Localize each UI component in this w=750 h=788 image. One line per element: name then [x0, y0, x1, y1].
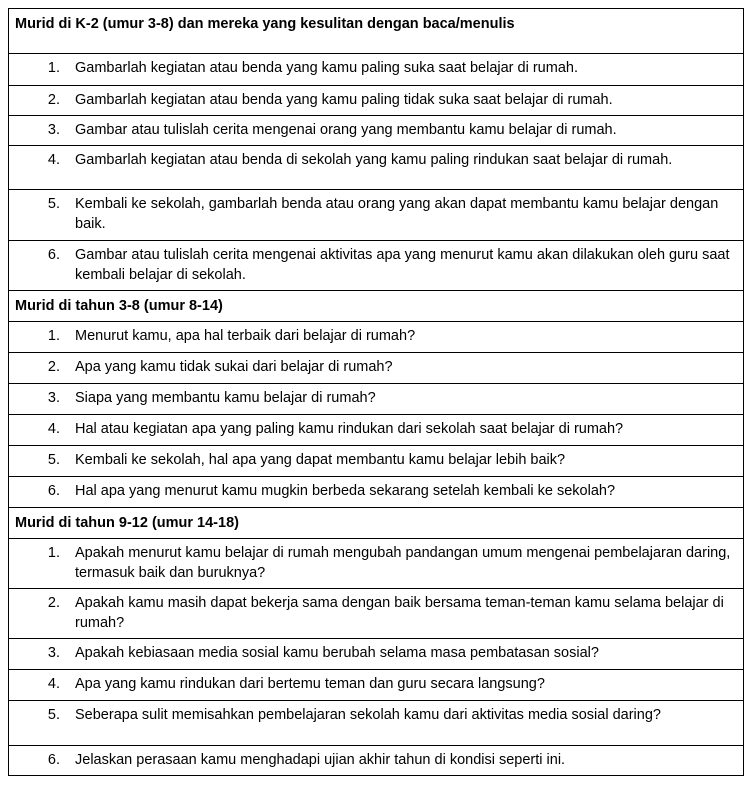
- item-text: Siapa yang membantu kamu belajar di rumah?: [75, 390, 376, 406]
- item-number: 5.: [47, 196, 60, 212]
- table-row: [9, 85, 743, 115]
- item-number: 1.: [47, 328, 60, 344]
- table-row: [9, 145, 743, 189]
- table-row: [9, 638, 743, 669]
- item-text: Apakah kamu masih dapat bekerja sama dengan baik bersama teman-teman kamu selama belajar di rumah?: [75, 595, 724, 631]
- item-text: Apa yang kamu tidak sukai dari belajar di rumah?: [75, 359, 393, 375]
- section-title: Murid di K-2 (umur 3-8) dan mereka yang kesulitan dengan baca/menulis: [15, 16, 515, 32]
- item-number: 5.: [47, 452, 60, 468]
- item-text: Gambarlah kegiatan atau benda di sekolah yang kamu paling rindukan saat belajar di rumah.: [75, 152, 673, 168]
- item-text: Gambarlah kegiatan atau benda yang kamu paling suka saat belajar di rumah.: [75, 60, 578, 76]
- item-number: 6.: [47, 483, 60, 499]
- item-text: Apakah kebiasaan media sosial kamu berubah selama masa pembatasan sosial?: [75, 645, 599, 661]
- item-number: 1.: [47, 545, 60, 561]
- item-number: 6.: [47, 247, 60, 263]
- table-row: [9, 115, 743, 145]
- item-number: 2.: [47, 359, 60, 375]
- item-text: Gambar atau tulislah cerita mengenai orang yang membantu kamu belajar di rumah.: [75, 122, 617, 138]
- item-number: 4.: [47, 152, 60, 168]
- item-number: 3.: [47, 645, 60, 661]
- item-number: 2.: [47, 92, 60, 108]
- table-row: [9, 383, 743, 414]
- table-row: [9, 445, 743, 476]
- section-header: [9, 9, 743, 53]
- section-header: [9, 290, 743, 321]
- item-text: Apakah menurut kamu belajar di rumah mengubah pandangan umum mengenai pembelajaran daring, termasuk baik dan buruknya?: [75, 545, 731, 581]
- section-title: Murid di tahun 3-8 (umur 8-14): [15, 298, 223, 314]
- section-header: [9, 507, 743, 538]
- table-row: [9, 414, 743, 445]
- item-text: Seberapa sulit memisahkan pembelajaran sekolah kamu dari aktivitas media sosial daring?: [75, 707, 661, 723]
- item-number: 6.: [47, 752, 60, 768]
- table-row: [9, 476, 743, 507]
- item-text: Hal apa yang menurut kamu mugkin berbeda sekarang setelah kembali ke sekolah?: [75, 483, 616, 499]
- table-row: [9, 745, 743, 775]
- table-row: [9, 588, 743, 638]
- table-row: [9, 669, 743, 700]
- item-number: 2.: [47, 595, 60, 611]
- item-text: Kembali ke sekolah, hal apa yang dapat membantu kamu belajar lebih baik?: [75, 452, 566, 468]
- item-text: Jelaskan perasaan kamu menghadapi ujian akhir tahun di kondisi seperti ini.: [75, 752, 566, 768]
- item-text: Gambarlah kegiatan atau benda yang kamu paling tidak suka saat belajar di rumah.: [75, 92, 613, 108]
- item-text: Apa yang kamu rindukan dari bertemu teman dan guru secara langsung?: [75, 676, 545, 692]
- table-row: [9, 189, 743, 240]
- section-title: Murid di tahun 9-12 (umur 14-18): [15, 515, 239, 531]
- item-number: 4.: [47, 676, 60, 692]
- item-text: Kembali ke sekolah, gambarlah benda atau orang yang akan dapat membantu kamu belajar dengan baik.: [75, 196, 719, 232]
- table-row: [9, 53, 743, 85]
- table-row: [9, 538, 743, 588]
- item-number: 3.: [47, 122, 60, 138]
- item-number: 3.: [47, 390, 60, 406]
- table-row: [9, 352, 743, 383]
- item-text: Hal atau kegiatan apa yang paling kamu rindukan dari sekolah saat belajar di rumah?: [75, 421, 624, 437]
- item-number: 1.: [47, 60, 60, 76]
- item-text: Menurut kamu, apa hal terbaik dari belajar di rumah?: [75, 328, 416, 344]
- table-row: [9, 240, 743, 290]
- item-number: 4.: [47, 421, 60, 437]
- table-row: [9, 700, 743, 745]
- table-row: [9, 321, 743, 352]
- item-number: 5.: [47, 707, 60, 723]
- item-text: Gambar atau tulislah cerita mengenai aktivitas apa yang menurut kamu akan dilakukan oleh guru saat kembali belajar di sekolah.: [75, 247, 730, 283]
- questions-table: [8, 8, 744, 776]
